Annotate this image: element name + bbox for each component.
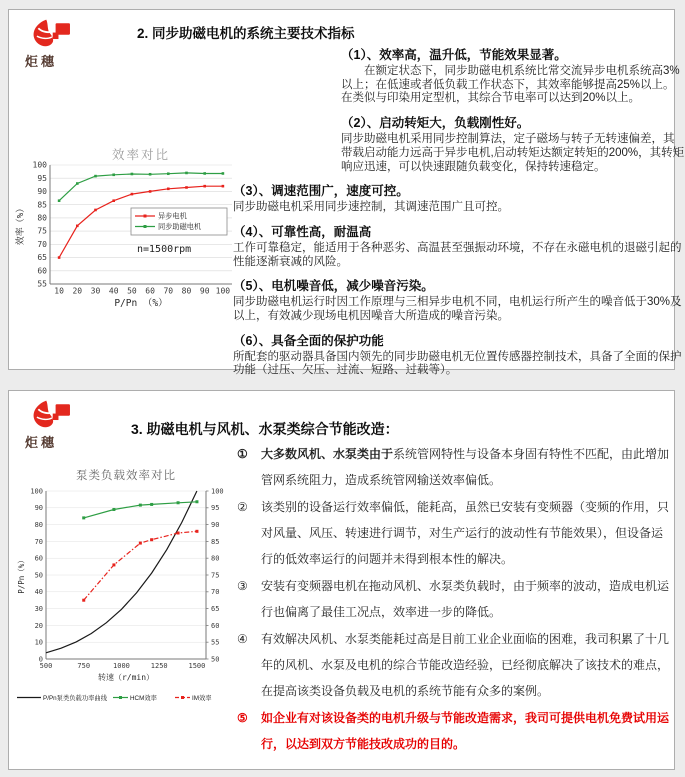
svg-text:100: 100 — [32, 160, 47, 170]
feature-heading: （5）、电机噪音低，减少噪音污染。 — [233, 279, 434, 294]
company-logo — [25, 398, 95, 451]
svg-text:30: 30 — [34, 605, 43, 613]
page-technical-indicators — [8, 9, 685, 377]
item-lead-text: 大多数风机、水泵类由于 — [261, 447, 394, 461]
item-number: ④ — [237, 632, 248, 646]
svg-text:异步电机: 异步电机 — [158, 211, 187, 221]
svg-text:75: 75 — [37, 226, 47, 236]
svg-text:55: 55 — [37, 279, 47, 289]
flame-logo-icon — [29, 398, 75, 432]
item-text: 系统管网特性与设备本身固有特性不匹配，由此增加管网系统阻力，造成系统管网输送效率偏低。 — [261, 447, 670, 487]
feature-heading: （6）、具备全面的保护功能 — [233, 333, 384, 348]
item-number: ② — [237, 500, 248, 514]
svg-text:效率（%）: 效率（%） — [16, 203, 26, 246]
company-logo-text: 炬穗 — [25, 54, 58, 69]
efficiency-comparison-chart — [13, 148, 243, 320]
svg-text:1000: 1000 — [113, 662, 130, 670]
svg-text:85: 85 — [37, 200, 47, 210]
svg-text:50: 50 — [34, 571, 43, 580]
svg-text:100: 100 — [215, 286, 231, 296]
svg-text:60: 60 — [211, 621, 220, 630]
svg-text:90: 90 — [211, 521, 220, 529]
svg-text:65: 65 — [211, 605, 220, 613]
section-title: 2. 同步助磁电机的系统主要技术指标 — [137, 26, 355, 41]
svg-text:0: 0 — [38, 655, 43, 664]
company-logo — [25, 17, 95, 70]
list-item — [235, 626, 673, 704]
retrofit-point-list — [235, 441, 673, 758]
svg-text:20: 20 — [34, 621, 43, 630]
svg-text:90: 90 — [199, 286, 210, 296]
item-text: 如企业有对该设备类的电机升级与节能改造需求，我司可提供电机免费试用运行，以达到双方节能技改成功的目的。 — [261, 711, 670, 751]
list-item — [235, 573, 673, 625]
svg-text:30: 30 — [90, 286, 101, 296]
svg-text:10: 10 — [34, 638, 43, 647]
section-title: 3. 助磁电机与风机、水泵类综合节能改造： — [131, 421, 399, 437]
svg-text:10: 10 — [54, 286, 64, 296]
feature-heading: （2）、启动转矩大，负载刚性好。 — [341, 116, 530, 131]
feature-body: 同步助磁电机采用同步控制算法，定子磁场与转子无转速偏差，其带载启动能力远高于异步电机,启动转矩达额定转矩的200%，其转矩响应迅速，可以快速跟随负载变化，保持转速稳定。 — [341, 133, 685, 173]
feature-heading: （3）、调速范围广，速度可控。 — [233, 184, 409, 199]
svg-text:n=1500rpm: n=1500rpm — [137, 244, 192, 255]
svg-text:80: 80 — [181, 286, 192, 296]
svg-text:60: 60 — [145, 286, 155, 296]
svg-text:HCM效率: HCM效率 — [130, 695, 157, 702]
svg-text:70: 70 — [34, 537, 43, 546]
svg-text:75: 75 — [211, 571, 220, 580]
svg-text:55: 55 — [211, 638, 220, 647]
svg-text:90: 90 — [34, 504, 43, 513]
svg-text:750: 750 — [77, 662, 91, 670]
item-number: ⑤ — [237, 711, 248, 725]
svg-text:1250: 1250 — [150, 662, 168, 670]
feature-body: 同步助磁电机运行时因工作原理与三相异步电机不同，电机运行所产生的噪音低于30%及以上，有效减少现场电机因噪音大所造成的噪音污染。 — [233, 296, 682, 323]
page-energy-saving-retrofit — [8, 390, 675, 770]
pump-chart-svg — [15, 465, 231, 707]
feature-heading: （1）、效率高，温升低，节能效果显著。 — [341, 48, 567, 62]
svg-text:P/Pn（%）: P/Pn（%） — [17, 556, 26, 594]
technical-indicator-list — [233, 38, 685, 378]
feature-body: 工作可靠稳定，能适用于各种恶劣、高温甚至强振动环境，不存在永磁电机的退磁引起的性能逐渐衰减的风险。 — [233, 241, 682, 268]
svg-text:70: 70 — [211, 588, 220, 597]
feature-body: 同步助磁电机采用同步速控制，其调速范围广且可控。 — [233, 201, 509, 214]
feature-heading: （4）、可靠性高，耐温高 — [233, 224, 372, 239]
svg-text:100: 100 — [30, 487, 43, 496]
item-text: 该类别的设备运行效率偏低，能耗高，虽然已安装有变频器（变频的作用，只对风量、风压、转速进行调节，对生产运行的波动性有节能效果），但设备运行的低效率运行的问题并未得到根本性的解决。 — [261, 500, 670, 566]
svg-text:80: 80 — [34, 521, 43, 529]
svg-text:P/Pn泵类负载功率曲线: P/Pn泵类负载功率曲线 — [43, 695, 108, 702]
svg-text:IM效率: IM效率 — [192, 695, 212, 702]
svg-text:80: 80 — [211, 554, 220, 563]
svg-text:70: 70 — [37, 239, 47, 249]
svg-text:50: 50 — [211, 655, 220, 664]
svg-text:90: 90 — [37, 187, 47, 197]
company-logo-text: 炬穗 — [25, 435, 58, 450]
efficiency-chart-svg — [13, 148, 243, 320]
svg-text:50: 50 — [127, 286, 137, 296]
svg-text:40: 40 — [108, 286, 119, 296]
svg-text:60: 60 — [34, 554, 43, 563]
svg-text:80: 80 — [37, 213, 47, 223]
feature-body: 所配套的驱动器具备国内领先的同步助磁电机无位置传感器控制技术，具备了全面的保护功能（过压、欠压、过流、短路、过载等）。 — [233, 350, 682, 377]
list-item — [235, 494, 673, 572]
svg-text:100: 100 — [211, 487, 224, 496]
svg-text:95: 95 — [211, 504, 220, 513]
svg-text:效率对比: 效率对比 — [111, 148, 171, 162]
svg-text:转速（r/min）: 转速（r/min） — [97, 673, 155, 682]
item-number: ③ — [237, 579, 248, 593]
svg-text:95: 95 — [37, 173, 47, 183]
list-item — [235, 441, 673, 493]
svg-text:40: 40 — [34, 588, 43, 597]
svg-text:70: 70 — [163, 286, 174, 296]
svg-text:同步助磁电机: 同步助磁电机 — [158, 222, 202, 232]
svg-text:1500: 1500 — [188, 662, 206, 670]
flame-logo-icon — [29, 17, 75, 51]
svg-text:65: 65 — [37, 253, 47, 263]
svg-text:20: 20 — [72, 286, 83, 296]
list-item-highlighted — [235, 705, 673, 757]
feature-body: 在额定状态下，同步助磁电机系统比常交流异步电机系统高3%以上；在低速或者低负载工作状态下，其效率能够提高25%以上。在类似与印染用定型机，其综合节电率可以达到20%以上。 — [341, 65, 680, 105]
svg-text:泵类负载效率对比: 泵类负载效率对比 — [76, 470, 176, 482]
svg-text:P/Pn （%）: P/Pn （%） — [114, 298, 168, 309]
svg-text:60: 60 — [37, 266, 47, 276]
item-text: 有效解决风机、水泵类能耗过高是目前工业企业面临的困难，我司积累了十几年的风机、水泵及电机的综合节能改造经验，已经彻底解决了该技术的难点，在提高该类设备负载及电机的系统节能有众多的案例。 — [261, 632, 670, 698]
item-number: ① — [237, 447, 248, 461]
svg-text:85: 85 — [211, 537, 220, 546]
pump-load-efficiency-chart — [15, 465, 231, 707]
svg-text:500: 500 — [39, 662, 53, 670]
item-text: 安装有变频器电机在拖动风机、水泵类负载时，由于频率的波动，造成电机运行也偏离了最佳工况点，效率进一步的降低。 — [261, 579, 670, 619]
